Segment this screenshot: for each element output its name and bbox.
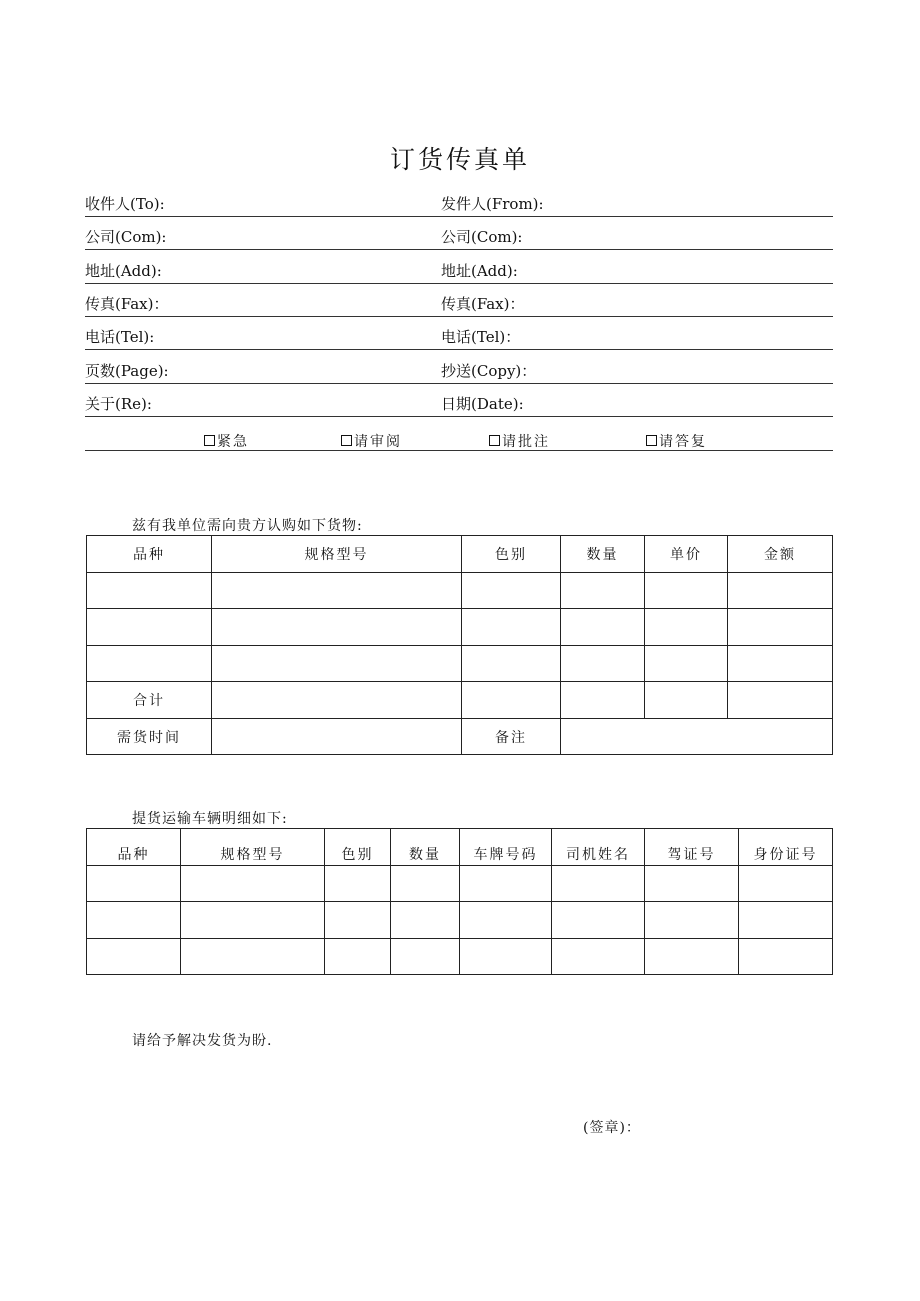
- field-tel-from[interactable]: 电话(Tel)：: [441, 328, 521, 346]
- option-reply-label: 请答复: [659, 434, 707, 450]
- checkbox-comment[interactable]: [489, 435, 500, 446]
- field-address-to[interactable]: 地址(Add):: [85, 262, 162, 280]
- table-cell[interactable]: [728, 609, 833, 646]
- field-address-from[interactable]: 地址(Add):: [441, 262, 518, 280]
- table-cell[interactable]: [552, 866, 645, 902]
- table-cell[interactable]: [325, 902, 391, 939]
- table-cell[interactable]: [728, 682, 833, 719]
- option-comment[interactable]: [489, 431, 550, 451]
- table-cell[interactable]: [460, 866, 552, 902]
- total-label: 合计: [87, 682, 212, 719]
- option-review[interactable]: [341, 431, 402, 451]
- table-cell[interactable]: [645, 682, 728, 719]
- field-row-fax: [85, 286, 833, 317]
- vheader-license: 驾证号: [645, 829, 739, 866]
- table-cell[interactable]: [212, 609, 462, 646]
- table-cell[interactable]: [739, 866, 833, 902]
- header-amount: 金额: [728, 536, 833, 573]
- vheader-quantity: 数量: [391, 829, 460, 866]
- table-cell[interactable]: [561, 646, 645, 682]
- table-cell[interactable]: [645, 866, 739, 902]
- table-cell[interactable]: [87, 609, 212, 646]
- field-row-page-copy: [85, 353, 833, 384]
- table-row: [87, 939, 833, 975]
- field-re[interactable]: 关于(Re):: [85, 395, 152, 413]
- table-cell[interactable]: [391, 939, 460, 975]
- table-cell[interactable]: [645, 902, 739, 939]
- page-title: 订货传真单: [389, 145, 530, 174]
- table-cell[interactable]: [561, 609, 645, 646]
- table-cell[interactable]: [325, 939, 391, 975]
- header-unit-price: 单价: [645, 536, 728, 573]
- field-from[interactable]: 发件人(From):: [441, 195, 544, 213]
- table-cell[interactable]: [552, 902, 645, 939]
- table-cell[interactable]: [87, 939, 181, 975]
- field-copy[interactable]: 抄送(Copy)：: [441, 362, 537, 380]
- table-cell[interactable]: [728, 573, 833, 609]
- table-cell[interactable]: [645, 939, 739, 975]
- table-cell[interactable]: [212, 573, 462, 609]
- table-cell[interactable]: [561, 573, 645, 609]
- vheader-variety: 品种: [87, 829, 181, 866]
- remarks-value[interactable]: [561, 719, 833, 755]
- checkbox-reply[interactable]: [646, 435, 657, 446]
- field-row-tel: [85, 319, 833, 350]
- delivery-time-label: 需货时间: [87, 719, 212, 755]
- closing-text: 请给予解决发货为盼.: [132, 1033, 273, 1049]
- table-cell[interactable]: [460, 902, 552, 939]
- table-row: [87, 573, 833, 609]
- table-cell[interactable]: [212, 682, 462, 719]
- option-comment-label: 请批注: [502, 434, 550, 450]
- table-cell[interactable]: [739, 902, 833, 939]
- table-row: [87, 902, 833, 939]
- vehicle-intro: 提货运输车辆明细如下:: [132, 811, 288, 827]
- field-row-to-from: [85, 186, 833, 217]
- signature-label: (签章)：: [583, 1120, 641, 1136]
- option-urgent-label: 紧急: [217, 434, 249, 450]
- table-row: [87, 866, 833, 902]
- field-to[interactable]: 收件人(To):: [85, 195, 165, 213]
- table-cell[interactable]: [87, 646, 212, 682]
- total-row: [87, 682, 833, 719]
- table-cell[interactable]: [181, 902, 325, 939]
- field-tel-to[interactable]: 电话(Tel):: [85, 328, 155, 346]
- table-row: [87, 609, 833, 646]
- vheader-spec: 规格型号: [181, 829, 325, 866]
- field-date[interactable]: 日期(Date):: [441, 395, 524, 413]
- header-spec: 规格型号: [212, 536, 462, 573]
- table-cell[interactable]: [181, 939, 325, 975]
- field-row-address: [85, 253, 833, 284]
- checkbox-urgent[interactable]: [204, 435, 215, 446]
- priority-options: [85, 428, 833, 451]
- field-pages[interactable]: 页数(Page):: [85, 362, 169, 380]
- header-quantity: 数量: [561, 536, 645, 573]
- table-cell[interactable]: [87, 573, 212, 609]
- field-row-company: [85, 219, 833, 250]
- table-cell[interactable]: [462, 573, 561, 609]
- vehicle-header-row: [87, 829, 833, 866]
- table-cell[interactable]: [460, 939, 552, 975]
- header-variety: 品种: [87, 536, 212, 573]
- order-intro: 兹有我单位需向贵方认购如下货物:: [132, 518, 363, 534]
- table-cell[interactable]: [561, 682, 645, 719]
- option-urgent[interactable]: [204, 431, 249, 451]
- field-row-re-date: [85, 386, 833, 417]
- option-review-label: 请审阅: [354, 434, 402, 450]
- table-cell[interactable]: [391, 902, 460, 939]
- vheader-id-card: 身份证号: [739, 829, 833, 866]
- field-fax-to[interactable]: 传真(Fax)：: [85, 295, 169, 313]
- option-reply[interactable]: [646, 431, 707, 451]
- vheader-driver: 司机姓名: [552, 829, 645, 866]
- delivery-time-value[interactable]: [212, 719, 462, 755]
- delivery-row: [87, 719, 833, 755]
- table-cell[interactable]: [645, 646, 728, 682]
- table-cell[interactable]: [645, 573, 728, 609]
- table-cell[interactable]: [739, 939, 833, 975]
- table-cell[interactable]: [212, 646, 462, 682]
- table-cell[interactable]: [87, 866, 181, 902]
- table-cell[interactable]: [462, 682, 561, 719]
- header-color: 色别: [462, 536, 561, 573]
- remarks-label: 备注: [462, 719, 561, 755]
- table-cell[interactable]: [462, 646, 561, 682]
- table-cell[interactable]: [552, 939, 645, 975]
- vheader-plate: 车牌号码: [460, 829, 552, 866]
- vehicle-table: [86, 828, 833, 975]
- table-cell[interactable]: [325, 866, 391, 902]
- field-fax-from[interactable]: 传真(Fax)：: [441, 295, 525, 313]
- table-header-row: [87, 536, 833, 573]
- table-row: [87, 646, 833, 682]
- table-cell[interactable]: [87, 902, 181, 939]
- table-cell[interactable]: [391, 866, 460, 902]
- order-table: [86, 535, 833, 755]
- field-company-to[interactable]: 公司(Com):: [85, 228, 167, 246]
- vheader-color: 色别: [325, 829, 391, 866]
- table-cell[interactable]: [181, 866, 325, 902]
- table-cell[interactable]: [645, 609, 728, 646]
- table-cell[interactable]: [728, 646, 833, 682]
- field-company-from[interactable]: 公司(Com):: [441, 228, 523, 246]
- table-cell[interactable]: [462, 609, 561, 646]
- checkbox-review[interactable]: [341, 435, 352, 446]
